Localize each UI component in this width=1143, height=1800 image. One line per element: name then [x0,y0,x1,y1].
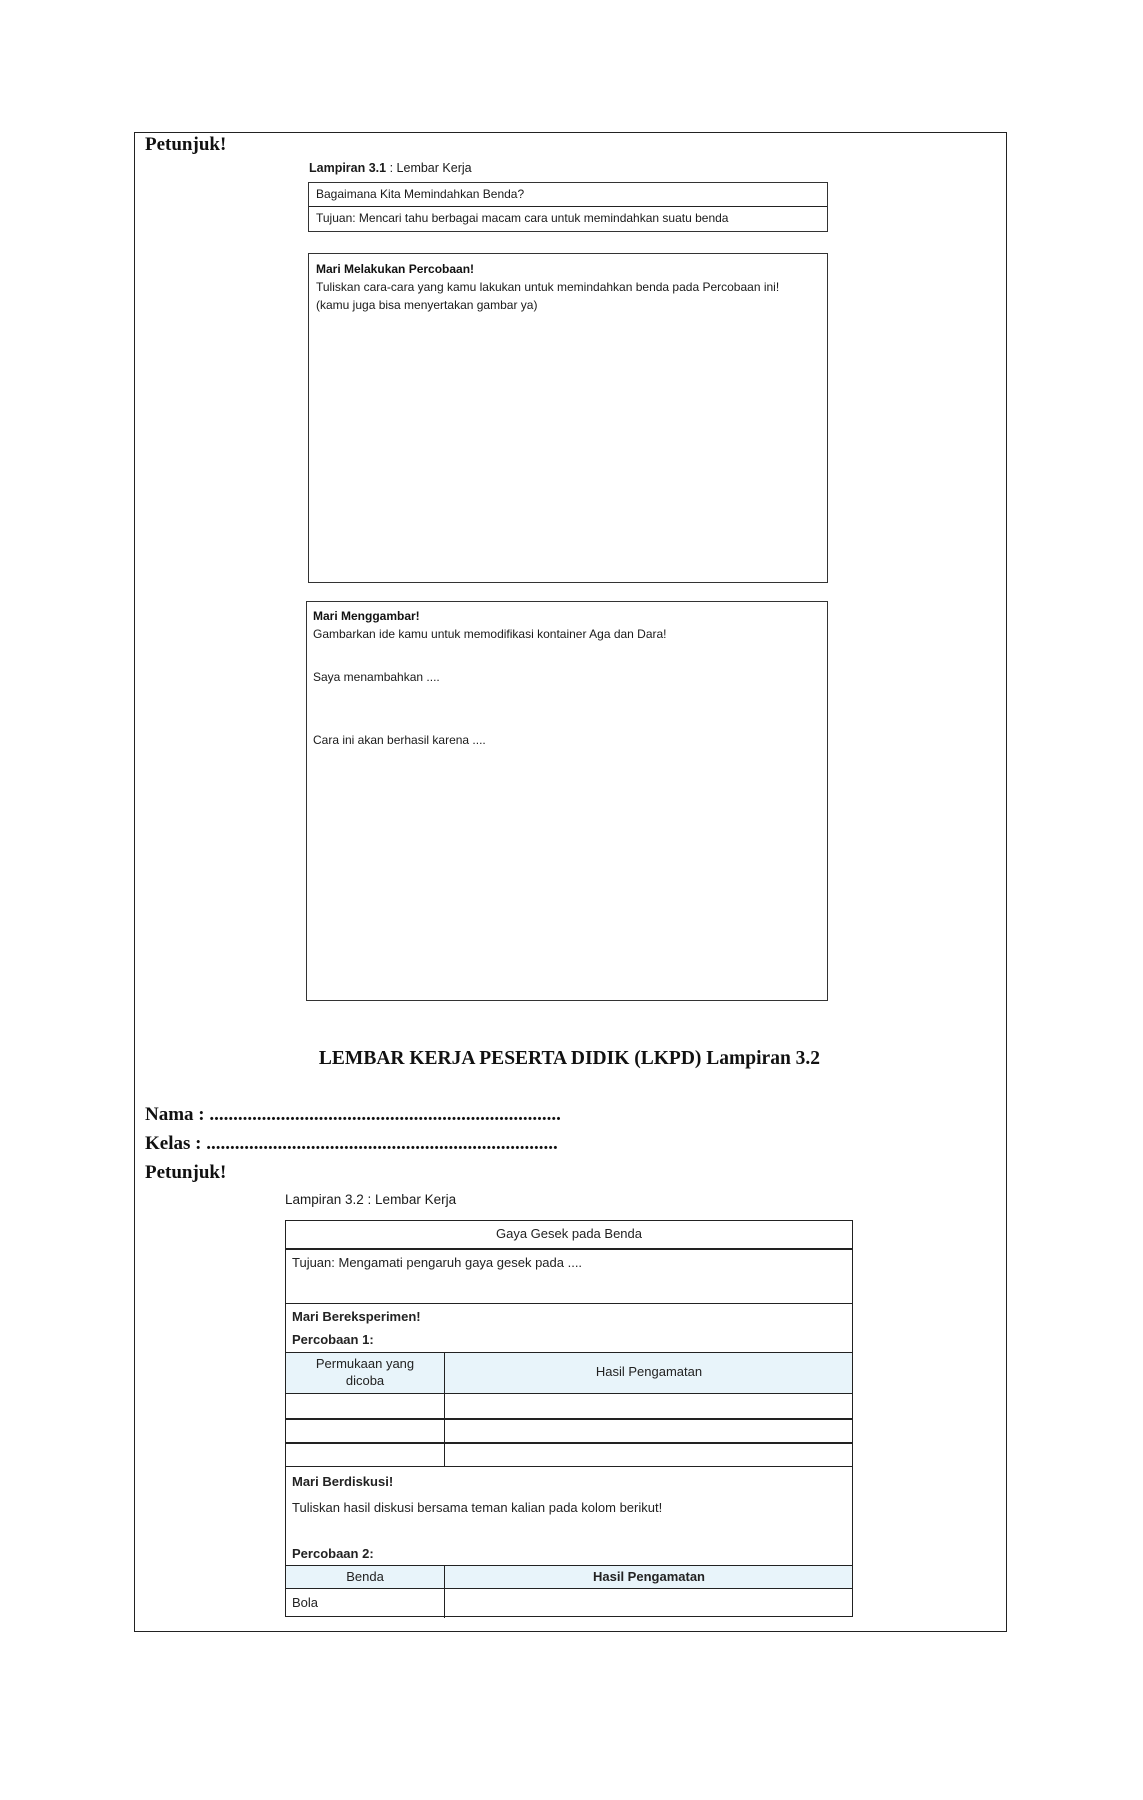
menggambar-instruction: Gambarkan ide kamu untuk memodifikasi kontainer Aga dan Dara! [313,627,667,641]
col-benda-header: Benda [346,1569,384,1584]
table-cell[interactable] [286,1394,444,1418]
lampiran-3-2-caption: Lampiran 3.2 : Lembar Kerja [285,1192,457,1207]
table-cell[interactable] [286,1444,444,1466]
diskusi-instruction: Tuliskan hasil diskusi bersama teman kalian pada kolom berikut! [292,1500,663,1515]
lkpd-title: LEMBAR KERJA PESERTA DIDIK (LKPD) Lampiran 3.2 [318,1048,821,1069]
tujuan-text: Tujuan: Mencari tahu berbagai macam cara untuk memindahkan suatu benda [316,211,729,225]
col-permukaan-header: Permukaan yang dicoba [315,1356,415,1388]
percobaan-heading: Mari Melakukan Percobaan! [316,262,475,276]
table-cell[interactable] [445,1444,854,1466]
table-title: Gaya Gesek pada Benda [496,1226,642,1241]
nama-field[interactable]: Nama : .......................................................................... [145,1104,561,1125]
table-cell[interactable] [286,1420,444,1442]
gaya-gesek-table [285,1220,853,1617]
row-bola: Bola [292,1595,319,1610]
table-tujuan: Tujuan: Mengamati pengaruh gaya gesek pada .... [292,1255,583,1270]
petunjuk-heading-2: Petunjuk! [145,1162,227,1183]
header-box-3-1 [308,182,828,232]
eksperimen-heading: Mari Bereksperimen! [292,1309,421,1324]
percobaan-note: (kamu juga bisa menyertakan gambar ya) [316,298,538,312]
table-cell[interactable] [445,1589,854,1617]
menggambar-box[interactable] [306,601,828,1001]
percobaan-1-label: Percobaan 1: [292,1332,374,1347]
kelas-field[interactable]: Kelas : .......................................................................... [145,1133,558,1154]
cara-berhasil: Cara ini akan berhasil karena .... [313,733,486,747]
percobaan-instruction: Tuliskan cara-cara yang kamu lakukan untuk memindahkan benda pada Percobaan ini! [316,280,780,294]
menggambar-heading: Mari Menggambar! [313,609,420,623]
question-text: Bagaimana Kita Memindahkan Benda? [316,187,525,201]
saya-menambahkan: Saya menambahkan .... [313,670,440,684]
diskusi-heading: Mari Berdiskusi! [292,1474,394,1489]
petunjuk-heading-1: Petunjuk! [145,134,227,155]
col-hasil-header-1: Hasil Pengamatan [595,1364,703,1379]
table-cell[interactable] [445,1394,854,1418]
percobaan-box[interactable] [308,253,828,583]
lampiran-3-1-caption: Lampiran 3.1 : Lembar Kerja [309,161,472,175]
col-hasil-header-2: Hasil Pengamatan [593,1569,705,1584]
table-cell[interactable] [445,1420,854,1442]
percobaan-2-label: Percobaan 2: [292,1546,374,1561]
